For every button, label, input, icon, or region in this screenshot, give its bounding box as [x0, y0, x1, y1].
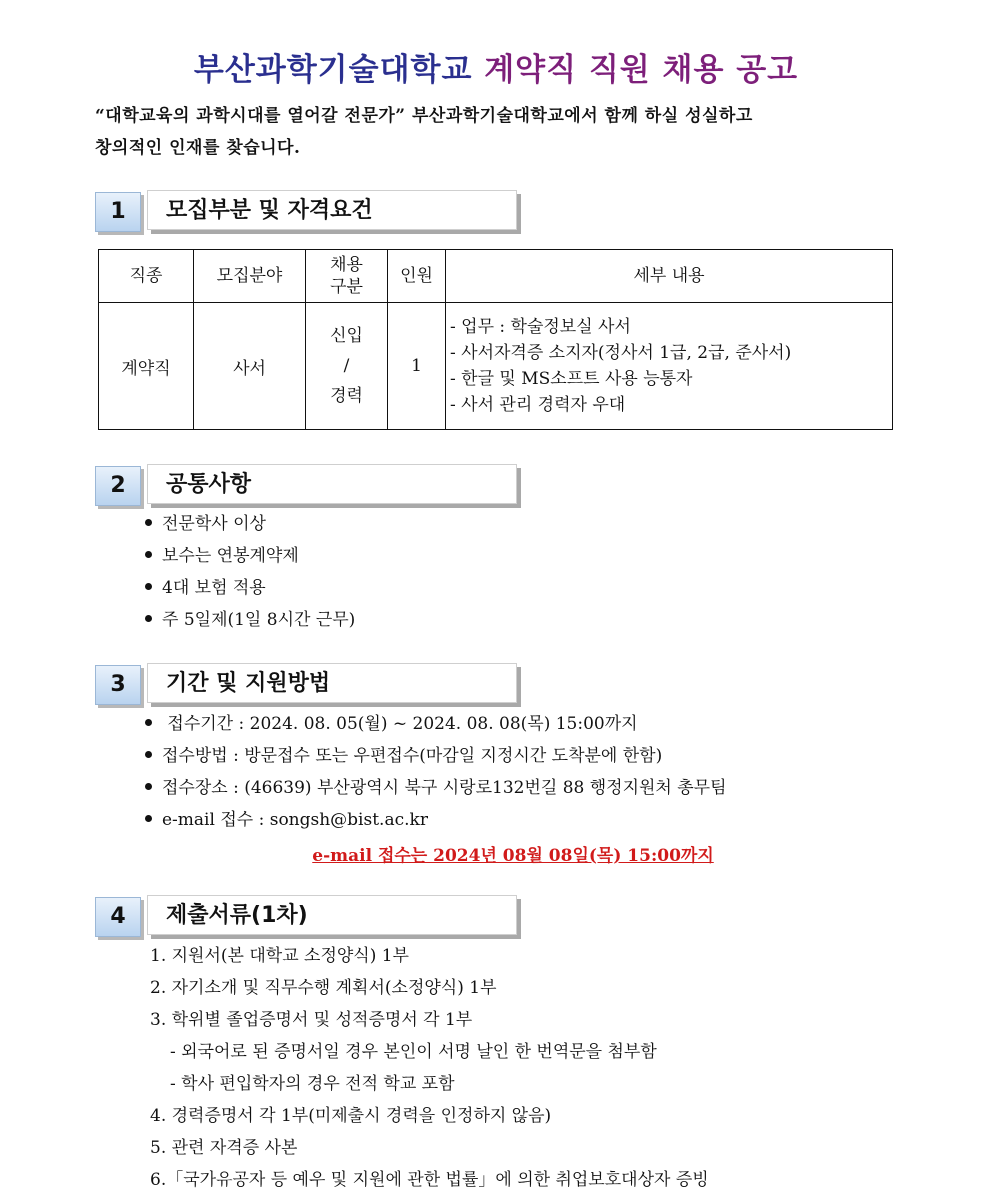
- list-item: 1. 지원서(본 대학교 소정양식) 1부: [150, 946, 409, 966]
- intro-line-2: 창의적인 인재를 찾습니다.: [95, 138, 301, 158]
- detail-line: - 업무 : 학술정보실 사서: [450, 317, 631, 337]
- cell-hire-line2: /: [343, 356, 350, 376]
- list-item-sub: - 학사 편입학자의 경우 전적 학교 포함: [170, 1074, 455, 1094]
- section-2-title: 공통사항: [147, 464, 517, 504]
- cell-detail: [446, 303, 893, 430]
- title-notice: 계약직 직원 채용 공고: [484, 52, 799, 88]
- section-1-header: [95, 190, 525, 236]
- table-row: [99, 303, 893, 430]
- section-4-header: [95, 895, 525, 941]
- cell-hire-type: [306, 303, 388, 430]
- intro-text: [95, 100, 915, 164]
- intro-line-1: “대학교육의 과학시대를 열어갈 전문가” 부산과학기술대학교에서 함께 하실 성실하고: [95, 106, 753, 126]
- section-2-header: [95, 464, 525, 510]
- section-1-title: 모집부분 및 자격요건: [147, 190, 517, 230]
- section-3-header: [95, 663, 525, 709]
- cell-hire-line1: 신입: [330, 326, 363, 346]
- list-item: 3. 학위별 졸업증명서 및 성적증명서 각 1부: [150, 1010, 473, 1030]
- list-item: 4. 경력증명서 각 1부(미제출시 경력을 인정하지 않음): [150, 1106, 552, 1126]
- apply-list: [145, 708, 727, 836]
- recruitment-table: [98, 249, 893, 430]
- list-item: e-mail 접수 : songsh@bist.ac.kr: [145, 804, 727, 836]
- section-1-number: 1: [95, 192, 141, 232]
- page-title: [0, 44, 992, 89]
- list-item-sub: - 외국어로 된 증명서일 경우 본인이 서명 날인 한 번역문을 첨부함: [170, 1042, 657, 1062]
- detail-line: - 사서자격증 소지자(정사서 1급, 2급, 준사서): [450, 343, 792, 363]
- documents-list: [150, 940, 709, 1196]
- list-item: 접수기간 : 2024. 08. 05(월) ~ 2024. 08. 08(목) 15:00까지: [145, 708, 727, 740]
- list-item: 5. 관련 자격증 사본: [150, 1138, 298, 1158]
- cell-hire-line3: 경력: [330, 386, 363, 406]
- header-hire-type: [306, 250, 388, 303]
- section-3-title: 기간 및 지원방법: [147, 663, 517, 703]
- header-hire-type-line2: 구분: [330, 277, 363, 297]
- section-2-number: 2: [95, 466, 141, 506]
- list-item: 전문학사 이상: [145, 508, 355, 540]
- list-item: 보수는 연봉계약제: [145, 540, 355, 572]
- cell-field: 사서: [194, 303, 306, 430]
- common-list: [145, 508, 355, 636]
- section-3-number: 3: [95, 665, 141, 705]
- section-4-title: 제출서류(1차): [147, 895, 517, 935]
- section-4-number: 4: [95, 897, 141, 937]
- header-hire-type-line1: 채용: [330, 255, 363, 275]
- header-field: 모집분야: [194, 250, 306, 303]
- list-item: 접수장소 : (46639) 부산광역시 북구 시랑로132번길 88 행정지원처 총무팀: [145, 772, 727, 804]
- detail-line: - 사서 관리 경력자 우대: [450, 395, 626, 415]
- header-detail: 세부 내용: [446, 250, 893, 303]
- title-school-name: 부산과학기술대학교: [193, 52, 473, 88]
- detail-line: - 한글 및 MS소프트 사용 능통자: [450, 369, 693, 389]
- cell-count: 1: [388, 303, 446, 430]
- list-item: 6.「국가유공자 등 예우 및 지원에 관한 법률」에 의한 취업보호대상자 증빙: [150, 1170, 709, 1190]
- list-item: 2. 자기소개 및 직무수행 계획서(소정양식) 1부: [150, 978, 497, 998]
- list-item: 주 5일제(1일 8시간 근무): [145, 604, 355, 636]
- cell-job-type: 계약직: [99, 303, 194, 430]
- email-deadline-note: e-mail 접수는 2024년 08월 08일(목) 15:00까지: [312, 846, 714, 866]
- header-count: 인원: [388, 250, 446, 303]
- table-header-row: [99, 250, 893, 303]
- list-item: 접수방법 : 방문접수 또는 우편접수(마감일 지정시간 도착분에 한함): [145, 740, 727, 772]
- list-item: 4대 보험 적용: [145, 572, 355, 604]
- header-job-type: 직종: [99, 250, 194, 303]
